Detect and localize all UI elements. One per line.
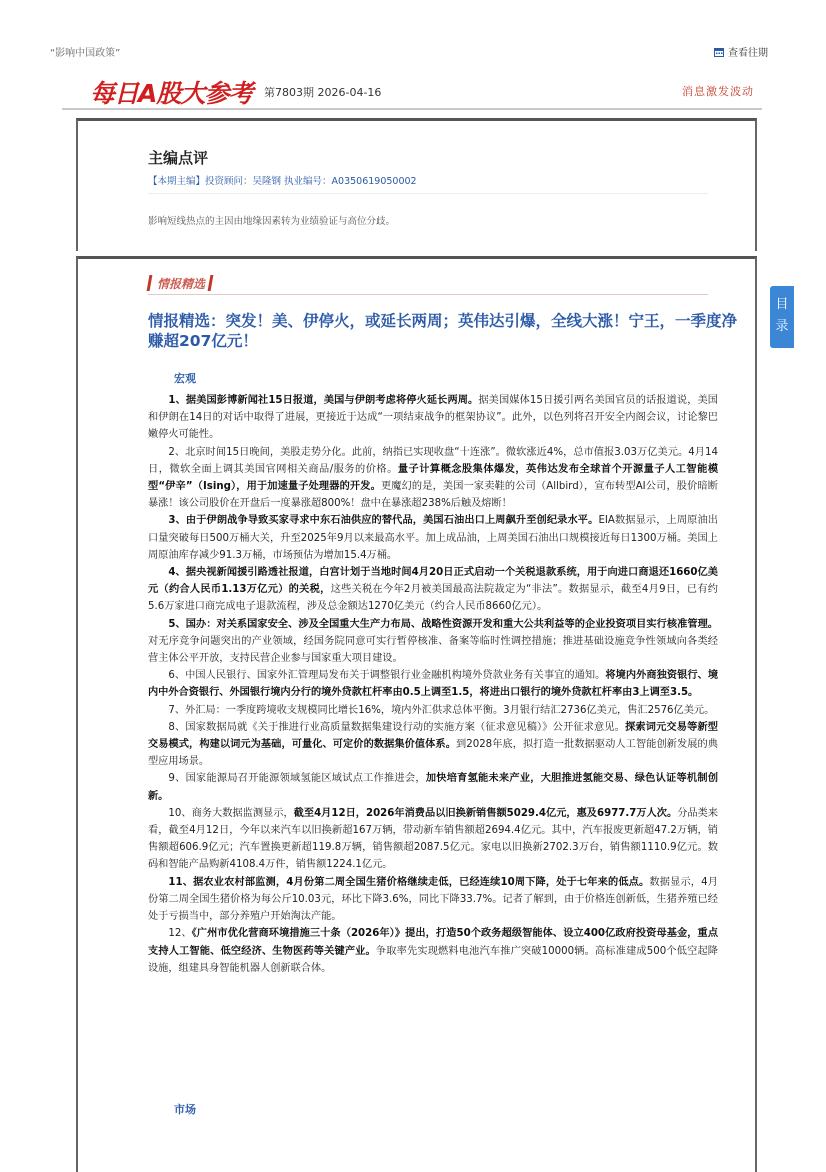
- news-item-text: 7、外汇局：一季度跨境收支规模同比增长16%，境内外汇供求总体平衡。3月银行结汇2736亿美元，售汇2576亿美元。: [168, 704, 715, 716]
- news-item-highlight: 《广州市优化营商环境措施三十条（2026年）》提出，打造50个政务超级智能体、设立400亿政府投资母基金，重点支持人工智能、低空经济、生物医药等关键产业。: [148, 928, 719, 957]
- news-item: [148, 444, 718, 513]
- news-item: [148, 925, 718, 977]
- news-item-highlight: 5、国办：对关系国家安全、涉及全国重大生产力布局、战略性资源开发和重大公共利益等的企业投资项目实行核准管理。: [168, 618, 718, 630]
- tag-bar-right: [208, 275, 214, 291]
- news-item-highlight: 1、据美国彭博新闻社15日报道，美国与伊朗考虑将停火延长两周。: [168, 395, 479, 406]
- news-item-highlight: 加快培育氢能未来产业，大胆推进氢能交易、绿色认证等机制创新。: [148, 773, 719, 802]
- tagline: “影响中国政策”: [50, 48, 121, 59]
- news-item-text: 9、国家能源局召开能源领域氢能区域试点工作推进会，: [168, 773, 426, 785]
- news-item-text: 10、商务大数据监测显示，: [168, 807, 294, 819]
- news-item: [148, 512, 718, 564]
- news-item-text: 12、: [168, 928, 192, 940]
- toc-label: 目 录: [775, 297, 789, 334]
- news-item-highlight: 截至4月12日，2026年消费品以旧换新销售额5029.4亿元，惠及6977.7万人次。: [293, 807, 678, 819]
- toc-button[interactable]: [770, 286, 794, 348]
- news-item: [148, 667, 718, 701]
- news-item: [148, 770, 718, 804]
- news-item-text: EIA数据显示，上周原油出口量突破每日500万桶大关，升至2025年9月以来最高水平。加上成品油，上周美国石油出口规模接近每日1300万桶。美国上周原油库存减少91.3万桶，市场预估为增加15.4万桶。: [148, 515, 718, 561]
- news-item: [148, 805, 718, 874]
- news-item-highlight: 将境内外商独资银行、境内中外合资银行、外国银行境内分行的境外贷款杠杆率由0.5上调至1.5，将进出口银行的境外贷款杠杆率由3上调至3.5。: [148, 670, 719, 699]
- top-bar: [0, 0, 826, 60]
- slogan: 消息激发波动: [682, 85, 754, 98]
- section-tag: [148, 273, 212, 293]
- intelligence-panel: [76, 256, 757, 1172]
- news-item-highlight: 探索词元交易等新型交易模式，构建以词元为基础，可量化、可定价的数据集价值体系。: [148, 721, 718, 751]
- editor-title: 主编点评: [148, 149, 209, 167]
- news-item-text: 这些关税在今年2月被美国最高法院裁定为“非法”。数据显示，截至4月9日，已有约5.6万家进口商完成电子退款流程，涉及总金额达1270亿美元（约合人民币8660亿元）。: [148, 584, 718, 613]
- subheading-market: 市场: [174, 1103, 196, 1116]
- news-item-text: 到2028年底，拟打造一批数据驱动人工智能创新发展的典型应用场景。: [148, 739, 718, 768]
- news-item-text: 更魔幻的是，美国一家卖鞋的公司（Allbird），宣布转型AI公司，股价暗断暴涨！该公司股价在开盘后一度暴涨超800%！盘中在暴涨超238%后触及熔断！: [148, 481, 718, 510]
- news-item-text: 数据显示，4月份第二周全国生猪价格为每公斤10.03元，环比下降3.6%，同比下降33.7%。记者了解到，由于价格连创新低，生猪养殖已经处于亏损当中，部分养殖户开始淘汰产能。: [148, 876, 718, 923]
- headline: 情报精选：突发！美、伊停火，或延长两周；英伟达引爆，全线大涨！宁王，一季度净赚超207亿元！: [148, 312, 738, 350]
- section-divider: [148, 294, 708, 295]
- news-item-highlight: 4、据央视新闻援引路透社报道，白宫计划于当地时间4月20日正式启动一个关税退款系统，用于向进口商退还1660亿美元（约合人民币1.13万亿元）的关税，: [148, 567, 718, 596]
- news-item-text: 6、中国人民银行、国家外汇管理局发布关于调整银行业金融机构境外贷款业务有关事宜的通知。: [168, 670, 606, 682]
- news-item: [148, 702, 718, 719]
- issue-info: 第7803期 2026-04-16: [264, 86, 382, 99]
- news-item-text: 8、国家数据局就《关于推进行业高质量数据集建设行动的实施方案（征求意见稿）》公开征求意见。: [168, 721, 626, 733]
- history-label: 查看往期: [728, 48, 768, 59]
- header-divider: [62, 108, 762, 110]
- news-item-highlight: 11、据农业农村部监测，4月份第二周全国生猪价格继续走低，已经连续10周下降，处于七年来的低点。: [168, 876, 650, 888]
- news-item: [148, 874, 718, 926]
- news-item: [148, 719, 718, 771]
- calendar-icon: [714, 47, 724, 57]
- editor-comment-panel: [76, 118, 757, 251]
- news-item-text: 分品类来看，截至4月12日，今年以来汽车以旧换新超167万辆，带动新车销售额超2694.4亿元。其中，汽车报废更新超47.2万辆，销售额超606.9亿元；汽车置换更新超119.8万辆，销售额超2087.5亿元。家电以旧换新2702.3万台，销售额1110.9亿元。数码和智能产品购新4108.4万件，销售额1224.1亿元。: [148, 807, 718, 871]
- news-item-text: 2、北京时间15日晚间，美股走势分化。此前，纳指已实现收盘“十连涨”。微软涨近4%，总市值报3.03万亿美元。4月14日，微软全面上调其美国官网相关商品/服务的价格。: [148, 446, 718, 475]
- news-item-highlight: 量子计算概念股集体爆发，英伟达发布全球首个开源量子人工智能模型“伊辛”（Ising），用于加速量子处理器的开发。: [148, 463, 719, 493]
- editor-meta: 【本期主编】投资顾问：吴隆钢 执业编号：A0350619050002: [148, 176, 417, 187]
- brand-logo: 每日A股大参考: [90, 79, 253, 108]
- subheading-macro: 宏观: [174, 372, 196, 385]
- news-item: [148, 564, 718, 616]
- editor-comment: 影响短线热点的主因由地缘因素转为业绩验证与高位分歧。: [148, 216, 396, 227]
- editor-divider: [148, 193, 708, 194]
- section-tag-label: 情报精选: [157, 276, 206, 291]
- news-item-text: 争取率先实现燃料电池汽车推广突破10000辆。高标准建成500个低空起降设施，组建具身智能机器人创新联合体。: [148, 945, 718, 974]
- news-item-text: 对无序竞争问题突出的产业领域，经国务院同意可实行暂停核准、备案等临时性调控措施；推进基础设施竞争性领域向各类经营主体公平开放，支持民营企业参与国家重大项目建设。: [148, 635, 718, 665]
- news-item-text: 据美国媒体15日援引两名美国官员的话报道说，美国和伊朗在14日的对话中取得了进展，更接近于达成“一项结束战争的框架协议”。此外，以色列将召开安全内阁会议，讨论黎巴嫩停火可能性。: [148, 395, 718, 441]
- history-link[interactable]: [714, 44, 768, 59]
- tag-bar-left: [147, 275, 153, 291]
- news-item: [148, 392, 718, 444]
- article-body: [148, 392, 718, 977]
- news-item-highlight: 3、由于伊朗战争导致买家寻求中东石油供应的替代品，美国石油出口上周飙升至创纪录水平。: [168, 515, 599, 527]
- news-item: [148, 616, 718, 668]
